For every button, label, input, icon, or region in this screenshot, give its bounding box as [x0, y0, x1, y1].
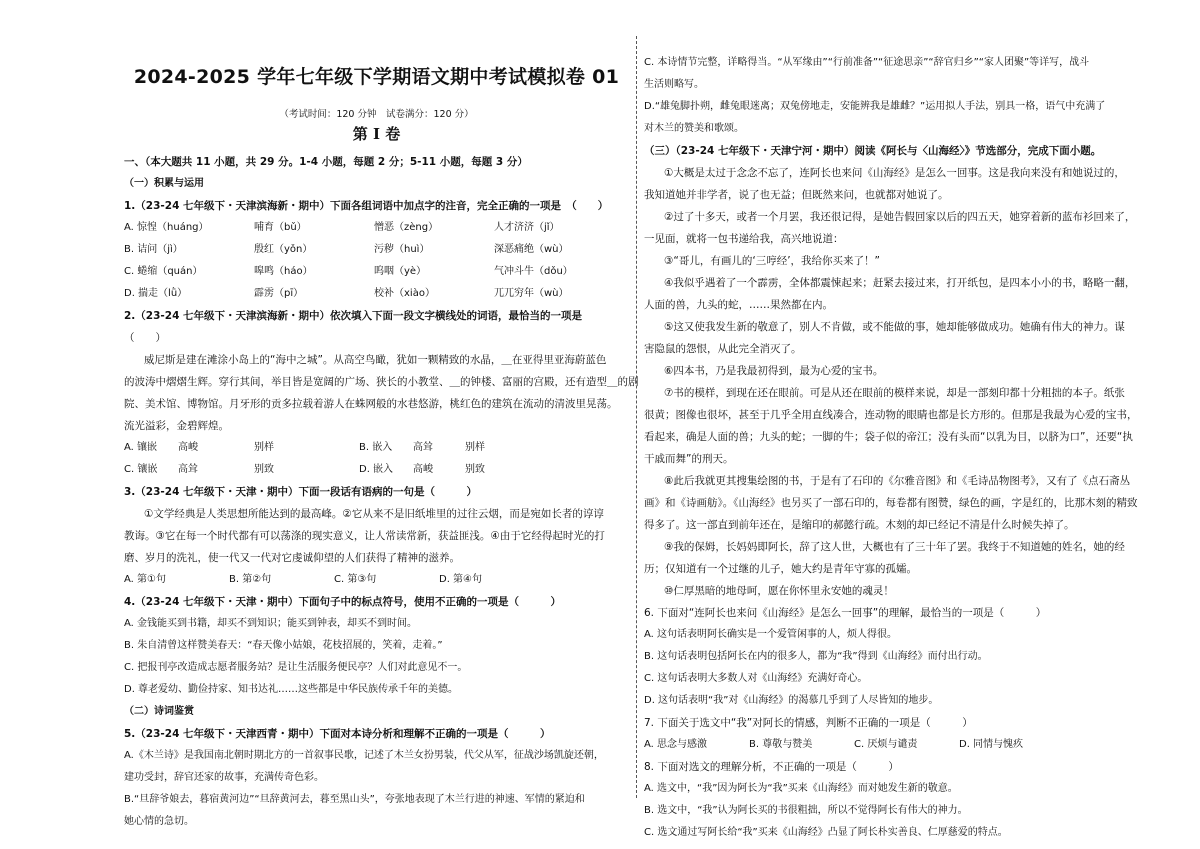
passage-line: 人面的兽，九头的蛇，……果然都在内。 [644, 299, 833, 311]
option: 高峻 [178, 442, 198, 453]
passage-line: 磨、岁月的洗礼，使一代又一代对它虔诚仰望的人们获得了精神的滋养。 [124, 552, 460, 564]
passage-line: 看起来，确是人面的兽；九头的蛇；一脚的牛；袋子似的帝江；没有头而“以乳为目，以脐为口”，还要“执 [644, 431, 1133, 443]
passage-line: 威尼斯是建在滩涂小岛上的“海中之城”。从高空鸟瞰，犹如一颗精致的水晶，＿在亚得里亚海蔚蓝色 [144, 354, 607, 366]
option: A. 这句话表明阿长确实是一个爱管闲事的人，烦人得很。 [644, 629, 898, 640]
option: A. 金钱能买到书籍，却买不到知识；能买到钟表，却买不到时间。 [124, 618, 418, 629]
page-title: 2024-2025 学年七年级下学期语文期中考试模拟卷 01 [133, 66, 620, 88]
column-divider [636, 36, 637, 798]
subsection-heading: （一）积累与运用 [124, 178, 204, 189]
right-column [644, 0, 1138, 849]
option: 憎恶（zèng） [374, 222, 439, 233]
option: 兀兀穷年（wù） [494, 288, 569, 299]
section-heading: 一、（本大题共 11 小题，共 29 分。1-4 小题，每题 2 分；5-11 小题，每题 3 分） [124, 156, 528, 168]
option: A. 惊惶（huáng） [124, 222, 209, 233]
passage-line: 的波涛中熠熠生辉。穿行其间，举目皆是宽阔的广场、狭长的小教堂、＿的钟楼、富丽的宫殿，还有造型＿的剧 [124, 376, 639, 388]
passage-line: 流光溢彩，金碧辉煌。 [124, 420, 229, 432]
passage-line: ⑧此后我就更其搜集绘图的书，于是有了石印的《尔雅音图》和《毛诗品物图考》，又有了《点石斋丛 [664, 475, 1131, 487]
option: 高耸 [178, 464, 198, 475]
right-content [644, 52, 1138, 844]
option: 深恶痛绝（wù） [494, 244, 569, 255]
option: A. 选文中，“我”因为阿长为“我”买来《山海经》而对她发生新的敬意。 [644, 783, 958, 794]
question-stem: 5.（23-24 七年级下・天津西青・期中）下面对本诗分析和理解不正确的一项是（ ） [124, 728, 551, 740]
left-column [124, 0, 639, 849]
left-content [124, 151, 639, 833]
answer-paren: （ ） [124, 332, 166, 344]
question-stem: 8. 下面对选文的理解分析，不正确的一项是（ ） [644, 761, 899, 773]
option: D. 第④句 [439, 574, 483, 585]
passage-line: 很黄；图像也很坏，甚至于几乎全用直线凑合，连动物的眼睛也都是长方形的。但那是我最为心爱的宝书， [644, 409, 1138, 421]
option: 别样 [254, 442, 274, 453]
option: B. 第②句 [229, 574, 272, 585]
option: B. 诘问（jì） [124, 244, 183, 255]
question-stem: 4.（23-24 七年级下・天津・期中）下面句子中的标点符号，使用不正确的一项是（ ） [124, 596, 562, 608]
option: 霹雳（pī） [254, 288, 304, 299]
passage-line: ①文学经典是人类思想所能达到的最高峰。②它从来不是旧纸堆里的过往云烟，而是宛如长者的谆谆 [144, 508, 604, 520]
option: 呜咽（yè） [374, 266, 427, 277]
passage-line: ④我似乎遇着了一个霹雳，全体都震悚起来；赶紧去接过来，打开纸包，是四本小小的书，略略一翻， [664, 277, 1136, 289]
option: B. 选文中，“我”认为阿长买的书很粗拙，所以不觉得阿长有伟大的神力。 [644, 805, 968, 816]
option: 建功受封，辞官还家的故事，充满传奇色彩。 [124, 772, 324, 783]
option: A. 思念与感激 [644, 739, 708, 750]
volume-heading: 第 I 卷 [352, 125, 401, 143]
passage-line: 干戚而舞”的刑天。 [644, 453, 734, 465]
passage-line: ⑨我的保姆，长妈妈即阿长，辞了这人世，大概也有了三十年了罢。我终于不知道她的姓名，她的经 [664, 541, 1125, 553]
subsection-heading: （二）诗词鉴赏 [124, 706, 194, 717]
option: B. 嵌入 [359, 442, 393, 453]
passage-line: 画》和《诗画舫》。《山海经》也另买了一部石印的，每卷都有图赞，绿色的画，字是红的，比那木刻的精致 [644, 497, 1138, 509]
option-row [124, 261, 629, 283]
option: B.“旦辞爷娘去，暮宿黄河边”“旦辞黄河去，暮至黑山头”，夸张地表现了木兰行进的神速、军情的紧迫和 [124, 794, 585, 805]
option: 殷红（yǒn） [254, 244, 313, 255]
passage-line: ⑥四本书，乃是我最初得到，最为心爱的宝书。 [664, 365, 884, 377]
option: D. 揣走（lǜ） [124, 288, 188, 299]
question-stem: 3.（23-24 七年级下・天津・期中）下面一段话有语病的一句是（ ） [124, 486, 478, 498]
option: 生活则略写。 [644, 79, 704, 90]
option: 高耸 [413, 442, 433, 453]
option: 别致 [465, 464, 485, 475]
option-row [124, 239, 629, 261]
option-row [124, 437, 629, 459]
subsection-heading: （三）（23-24 七年级下・天津宁河・期中）阅读《阿长与〈山海经〉》节选部分，完成下面小题。 [644, 145, 1102, 157]
option: 嗥鸣（háo） [254, 266, 313, 277]
option: C. 第③句 [334, 574, 377, 585]
passage-line: ⑦书的模样，到现在还在眼前。可是从还在眼前的模样来说，却是一部刻印都十分粗拙的本子。纸张 [664, 387, 1125, 399]
passage-line: 害隐鼠的怨恨，从此完全消灭了。 [644, 343, 802, 355]
option: D. 同情与愧疚 [959, 739, 1024, 750]
question-stem: 7. 下面关于选文中“我”对阿长的情感，判断不正确的一项是（ ） [644, 717, 973, 729]
passage-line: ⑩仁厚黑暗的地母呵，愿在你怀里永安她的魂灵！ [664, 585, 894, 597]
option: 别样 [465, 442, 485, 453]
question-stem: 1.（23-24 七年级下・天津滨海新・期中）下面各组词语中加点字的注音，完全正确的一项是 （ ） [124, 200, 609, 212]
question-stem: 6. 下面对“连阿长也来问《山海经》是怎么一回事”的理解，最恰当的一项是（ ） [644, 607, 1047, 619]
option-row [124, 283, 629, 305]
option-row [124, 459, 629, 481]
option-row [124, 569, 629, 591]
option: B. 这句话表明包括阿长在内的很多人，都为“我”得到《山海经》而付出行动。 [644, 651, 988, 662]
option-row [124, 217, 629, 239]
option: D. 这句话表明“我”对《山海经》的渴慕几乎到了人尽皆知的地步。 [644, 695, 939, 706]
option: 哺育（bǔ） [254, 222, 307, 233]
option: 她心情的急切。 [124, 816, 194, 827]
passage-line: ②过了十多天，或者一个月罢，我还很记得，是她告假回家以后的四五天，她穿着新的蓝布衫回来了， [664, 211, 1136, 223]
passage-line: 我知道她并非学者，说了也无益；但既然来问，也就都对她说了。 [644, 189, 949, 201]
passage-line: ⑤这又使我发生新的敬意了，别人不肯做，或不能做的事，她却能够做成功。她确有伟大的神力。谋 [664, 321, 1125, 333]
question-stem: 2.（23-24 七年级下・天津滨海新・期中）依次填入下面一段文字横线处的词语，最恰当的一项是 [124, 310, 583, 322]
passage-line: ③“哥儿，有画儿的‘三哼经’，我给你买来了！” [664, 255, 880, 267]
option: 人才济济（jǐ） [494, 222, 560, 233]
option: 校补（xiào） [374, 288, 435, 299]
option: B. 朱自清曾这样赞美春天：“春天像小姑娘，花枝招展的，笑着，走着。” [124, 640, 443, 651]
option: 别致 [254, 464, 274, 475]
option-row [644, 734, 1076, 756]
option: A.《木兰诗》是我国南北朝时期北方的一首叙事民歌，记述了木兰女扮男装，代父从军，征战沙场凯旋还朝， [124, 750, 604, 761]
passage-line: 一见面，就将一包书递给我，高兴地说道： [644, 233, 844, 245]
exam-meta: （考试时间：120 分钟 试卷满分：120 分） [279, 109, 474, 120]
option: 对木兰的赞美和歌颂。 [644, 123, 744, 134]
option: A. 第①句 [124, 574, 166, 585]
option: C. 本诗情节完整，详略得当。“从军缘由”“行前准备”“征途思亲”“辞官归乡”“家人团聚”等详写，战斗 [644, 57, 1090, 68]
option: D.“雄兔脚扑朔，雌兔眼迷离；双兔傍地走，安能辨我是雄雌？”运用拟人手法，别具一格，语气中充满了 [644, 101, 1106, 112]
option: C. 把报刊亭改造成志愿者服务站？是让生活服务便民亭？人们对此意见不一。 [124, 662, 468, 673]
option: C. 蜷缩（quán） [124, 266, 203, 277]
option: A. 镶嵌 [124, 442, 158, 453]
option: D. 尊老爱幼、勤俭持家、知书达礼……这些都是中华民族传承千年的美德。 [124, 684, 459, 695]
option: C. 厌烦与谴责 [854, 739, 918, 750]
option: C. 这句话表明大多数人对《山海经》充满好奇心。 [644, 673, 868, 684]
passage-line: 院、美术馆、博物馆。月牙形的贡多拉载着游人在蛛网般的水巷悠游，桃红色的建筑在流动的清波里晃荡。 [124, 398, 618, 410]
option: 污秽（huì） [374, 244, 430, 255]
option: 气冲斗牛（dǒu） [494, 266, 573, 277]
option: C. 镶嵌 [124, 464, 158, 475]
passage-line: 历；仅知道有一个过继的儿子，她大约是青年守寡的孤孀。 [644, 563, 917, 575]
option: 高峻 [413, 464, 433, 475]
option: B. 尊敬与赞美 [749, 739, 813, 750]
passage-line: 教诲。③它在每一个时代都有可以荡涤的现实意义，让人常读常新，获益匪浅。④由于它经得起时光的打 [124, 530, 605, 542]
option: C. 选文通过写阿长给“我”买来《山海经》凸显了阿长朴实善良、仁厚慈爱的特点。 [644, 827, 1008, 838]
option: D. 嵌入 [359, 464, 394, 475]
passage-line: ①大概是太过于念念不忘了，连阿长也来问《山海经》是怎么一回事。这是我向来没有和她说过的， [664, 167, 1125, 179]
passage-line: 得多了。这一部直到前年还在，是缩印的郝懿行疏。木刻的却已经记不清是什么时候失掉了。 [644, 519, 1075, 531]
